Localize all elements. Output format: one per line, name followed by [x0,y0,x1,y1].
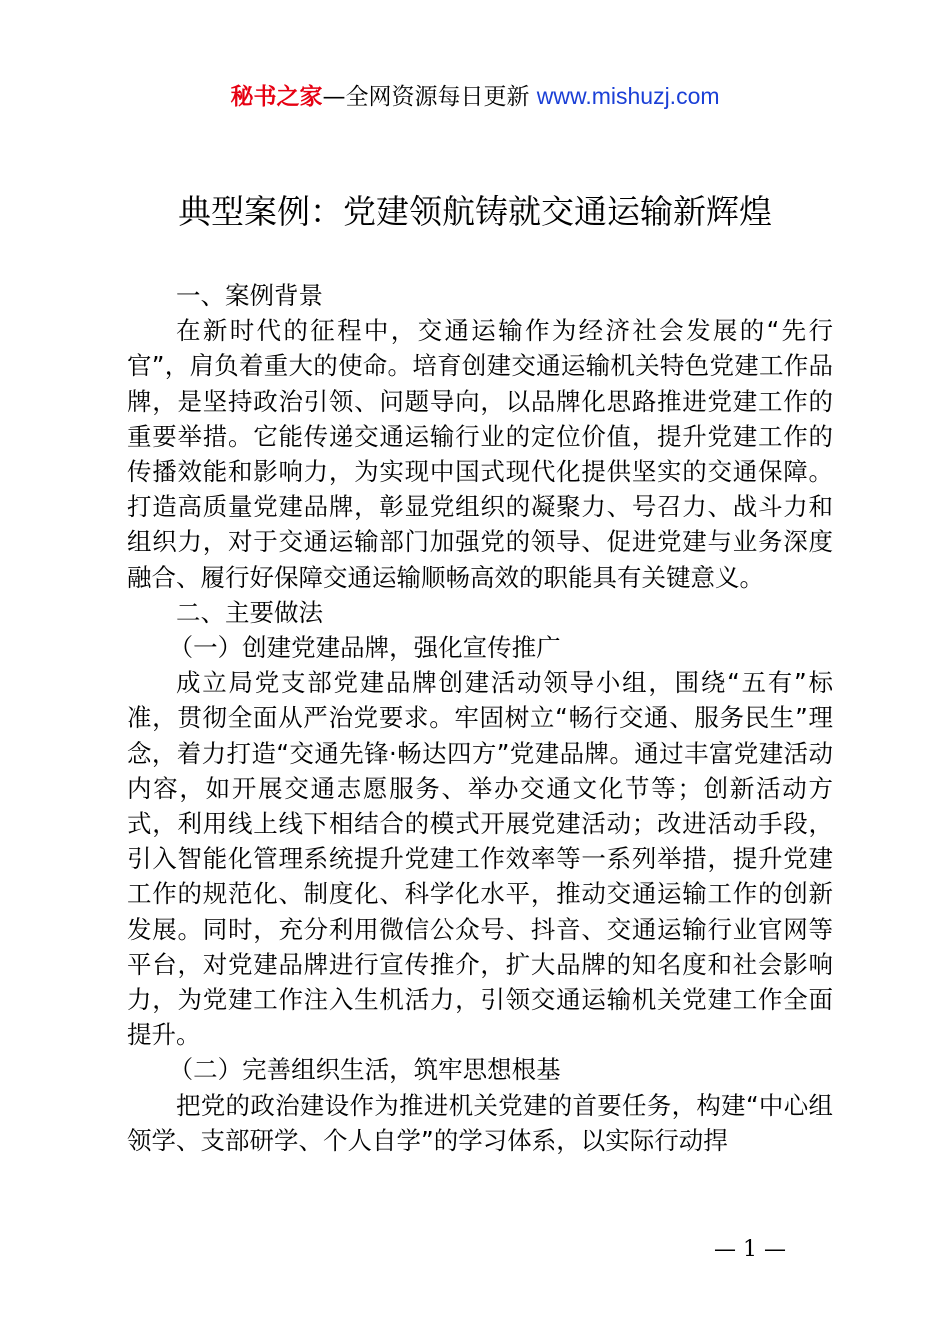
site-brand: 秘书之家 [230,84,323,110]
paragraph-brand: 成立局党支部党建品牌创建活动领导小组，围绕“五有”标准，贯彻全面从严治党要求。牢固树立“畅行交通、服务民生”理念，着力打造“交通先锋·畅达四方”党建品牌。通过丰富党建活动内容，如开展交通志愿服务、举办交通文化节等；创新活动方式，利用线上线下相结合的模式开展党建活动；改进活动手段，引入智能化管理系统提升党建工作效率等一系列举措，提升党建工作的规范化、制度化、科学化水平，推动交通运输工作的创新发展。同时，充分利用微信公众号、抖音、交通运输行业官网等平台，对党建品牌进行宣传推介，扩大品牌的知名度和社会影响力，为党建工作注入生机活力，引领交通运输机关党建工作全面提升。 [127,668,833,1050]
subsection-heading-organization: （二）完善组织生活，筑牢思想根基 [168,1055,561,1085]
page-number: — 1 — [714,1237,786,1262]
section-heading-methods: 二、主要做法 [176,597,323,627]
subsection-heading-brand: （一）创建党建品牌，强化宣传推广 [168,633,561,663]
paragraph-background: 在新时代的征程中，交通运输作为经济社会发展的“先行官”，肩负着重大的使命。培育创建交通运输机关特色党建工作品牌，是坚持政治引领、问题导向，以品牌化思路推进党建工作的重要举措。它能传递交通运输行业的定位价值，提升党建工作的传播效能和影响力，为实现中国式现代化提供坚实的交通保障。打造高质量党建品牌，彰显党组织的凝聚力、号召力、战斗力和组织力，对于交通运输部门加强党的领导、促进党建与业务深度融合、履行好保障交通运输顺畅高效的职能具有关键意义。 [127,316,833,592]
site-header [0,80,950,113]
site-tagline: —全网资源每日更新 [322,84,530,110]
document-body [127,278,833,1158]
section-heading-background: 一、案例背景 [176,281,323,310]
document-title: 典型案例：党建领航铸就交通运输新辉煌 [178,192,772,231]
paragraph-organization: 把党的政治建设作为推进机关党建的首要任务，构建“中心组领学、支部研学、个人自学”的学习体系，以实际行动捍 [127,1090,833,1155]
site-url-link[interactable]: www.mishuzj.com [536,83,720,109]
